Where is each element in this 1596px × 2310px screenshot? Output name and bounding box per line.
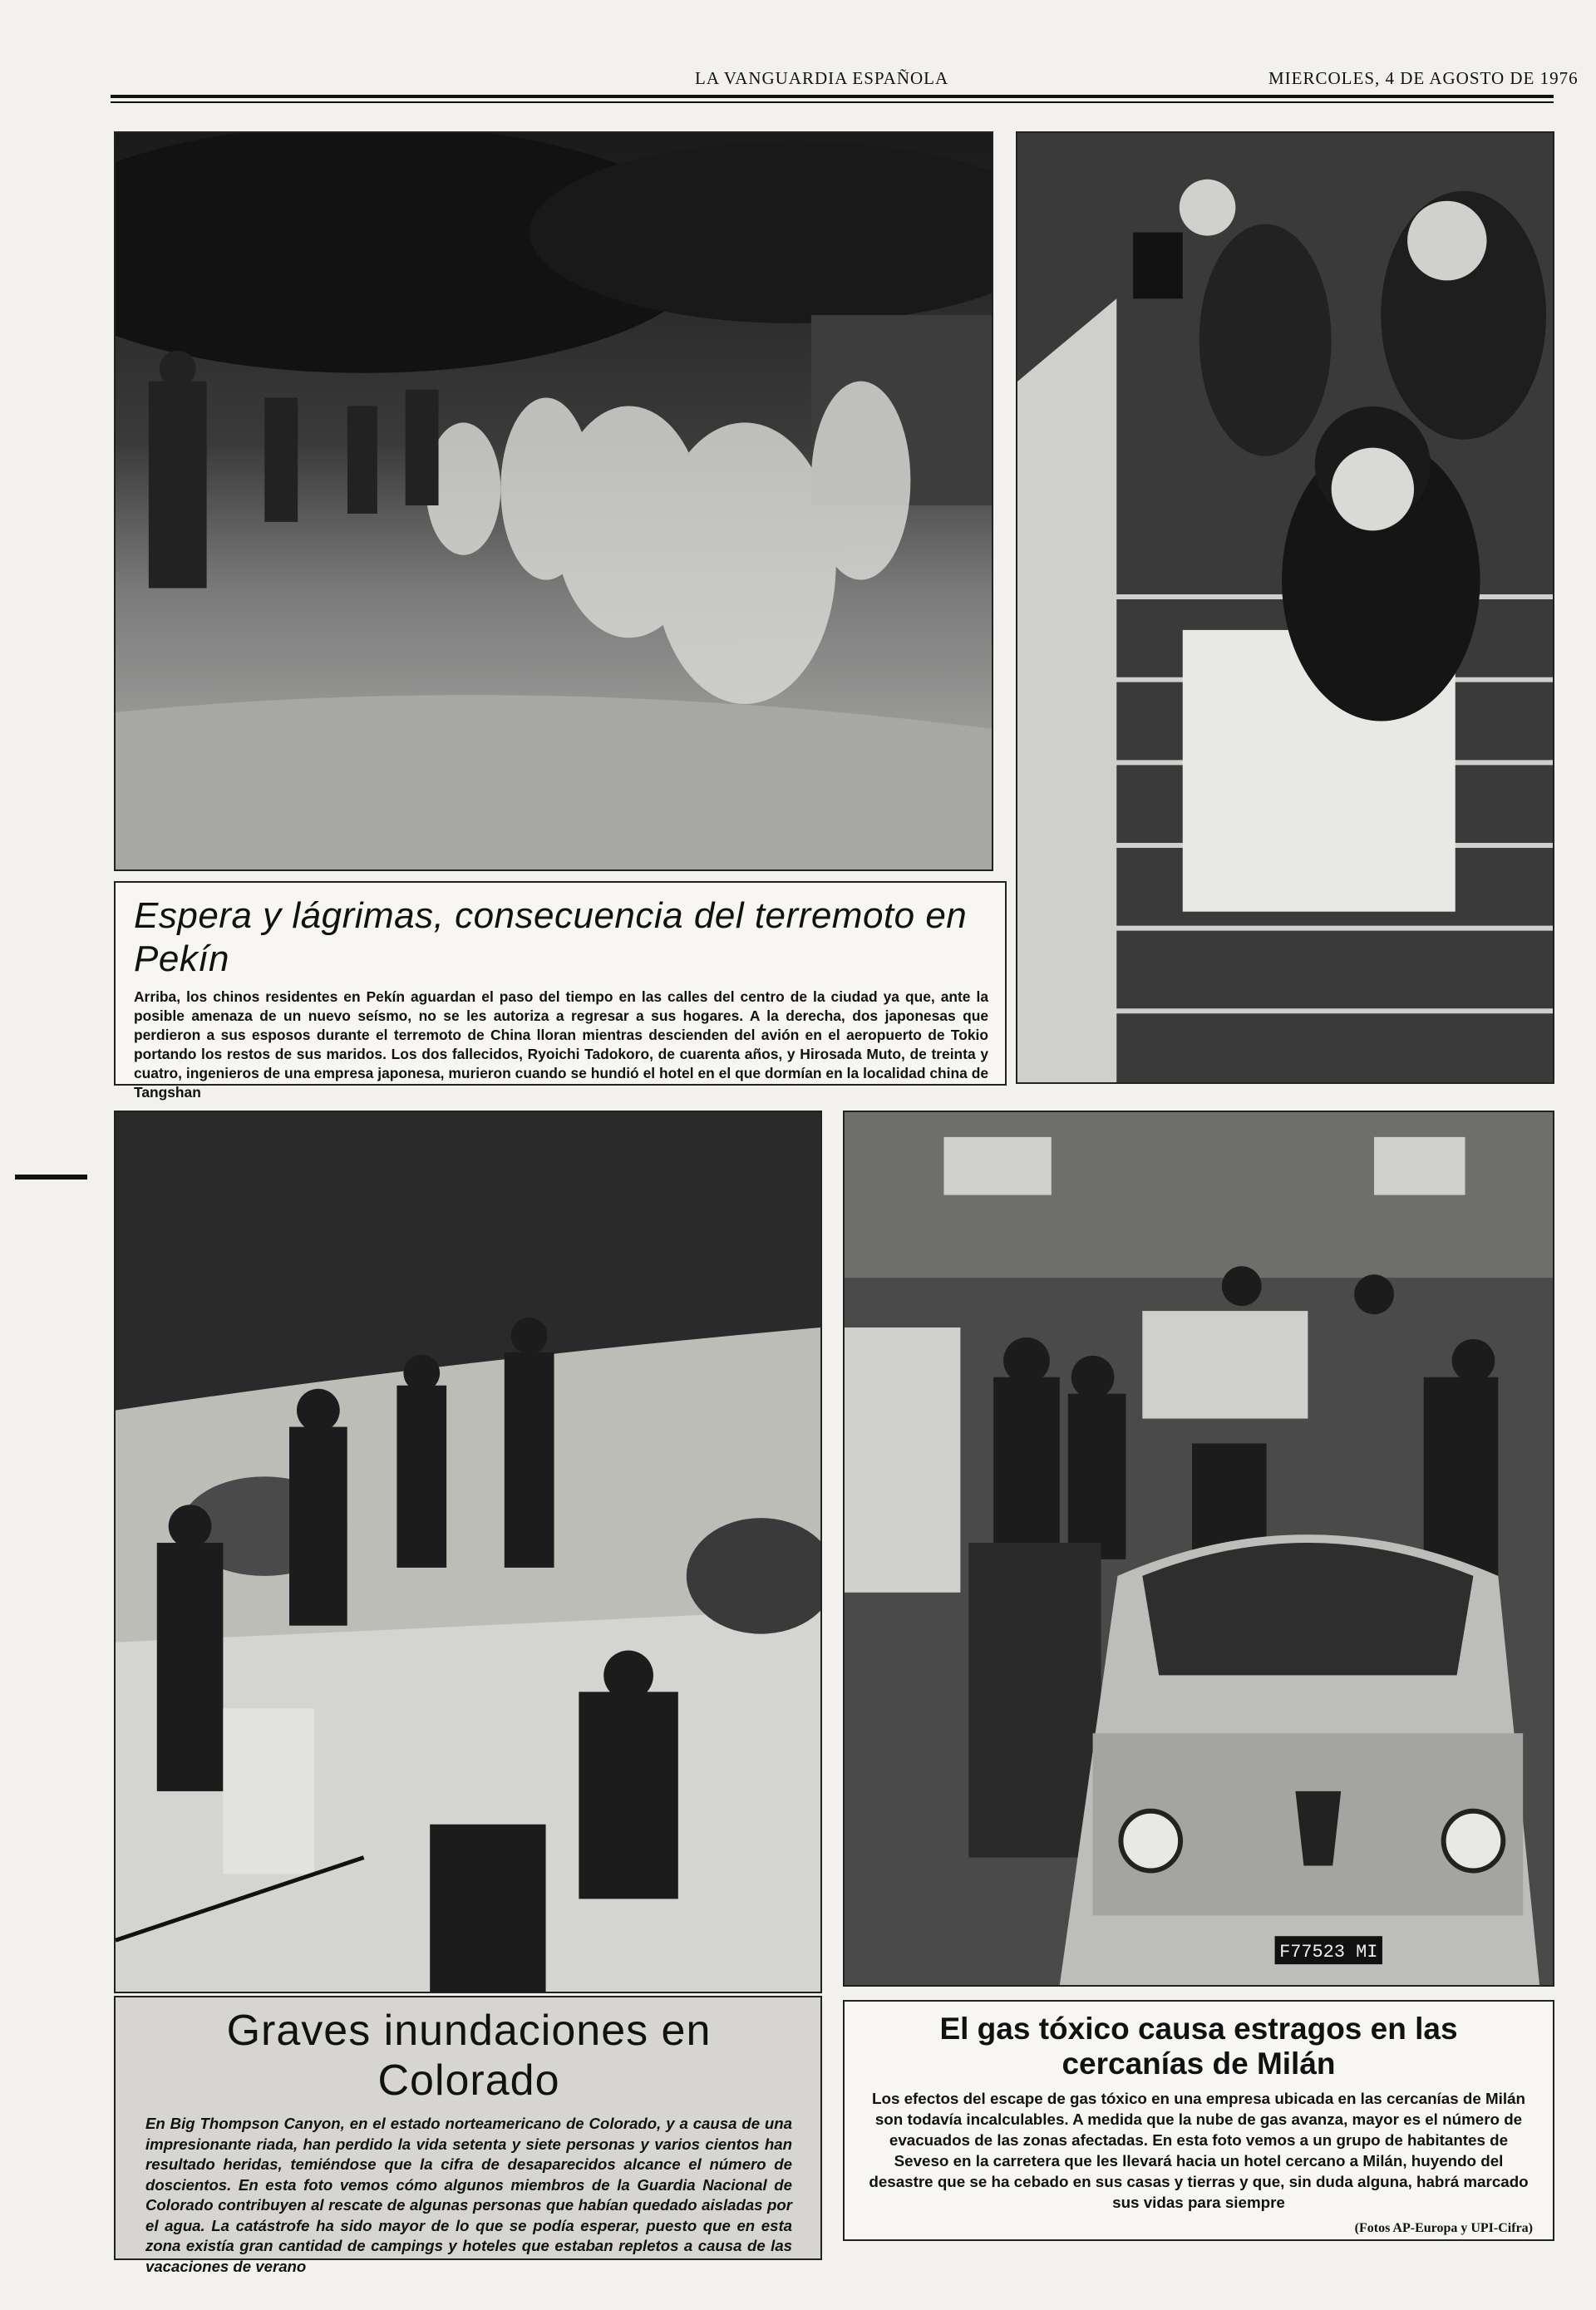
car-license-plate: F77523 MI: [1279, 1942, 1378, 1963]
issue-date: MIERCOLES, 4 DE AGOSTO DE 1976: [1268, 68, 1579, 88]
newspaper-name: LA VANGUARDIA ESPAÑOLA: [695, 68, 949, 88]
caption-colorado-floods: [114, 1996, 822, 2275]
photo-colorado-flood-rescue: [114, 1111, 822, 1993]
photo-seveso-evacuees: [843, 1111, 1554, 1987]
caption-text-beijing: Arriba, los chinos residentes en Pekín aguardan el paso del tiempo en las calles del centro de la ciudad ya que, ante la posible amenaza de un nuevo seísmo, no se les autoriza a regresar a sus hogares. A la derecha, dos japonesas que perdieron a sus esposos durante el terremoto de China lloran mientras descienden del avión en el aeropuerto de Tokio portando los restos de sus maridos. Los dos fallecidos, Ryoichi Tadokoro, de cuarenta años, y Hirosada Muto, de treinta y cuatro, ingenieros de una empresa japonesa, murieron cuando se hundió el hotel en el que dormían en la localidad china de Tangshan: [134, 988, 988, 1101]
headline-beijing: Espera y lágrimas, consecuencia del terremoto en Pekín: [134, 895, 968, 979]
header-rule-thin: [111, 101, 1554, 103]
photo-tokyo-airport-stairs: [1016, 131, 1554, 1084]
header-rule: [111, 95, 1554, 98]
headline-milan: El gas tóxico causa estragos en las cercanías de Milán: [939, 2012, 1458, 2081]
photo-credit: (Fotos AP-Europa y UPI-Cifra): [1354, 2221, 1533, 2235]
margin-mark: [15, 1175, 87, 1180]
headline-colorado: Graves inundaciones en Colorado: [226, 2007, 712, 2105]
caption-text-milan: Los efectos del escape de gas tóxico en una empresa ubicada en las cercanías de Milán son todavía incalculables. A medida que la nube de gas avanza, mayor es el número de evacuados de las zonas afectadas. En esta foto vemos a un grupo de habitantes de Seveso en la carretera que les llevará hacia un hotel cercano a Milán, huyendo del desastre que se ha cebado en sus casas y tierras y que, sin duda alguna, habrá marcado sus vidas para siempre: [869, 2090, 1529, 2211]
caption-beijing-earthquake: [114, 881, 1007, 1101]
caption-milan-toxic-gas: [843, 2000, 1554, 2241]
photo-beijing-crowd: [114, 131, 993, 871]
caption-text-colorado: En Big Thompson Canyon, en el estado norteamericano de Colorado, y a causa de una impresionante riada, han perdido la vida setenta y siete personas y varios cientos han resultado heridas, temiéndose que la cifra de desaparecidos alcance el número de doscientos. En esta foto vemos cómo algunos miembros de la Guardia Nacional de Colorado contribuyen al rescate de algunas personas que habían quedado aisladas por el agua. La catástrofe ha sido mayor de lo que se podía esperar, puesto que en esta zona existía gran cantidad de campings y hoteles que estaban repletos a causa de las vacaciones de verano: [145, 2115, 792, 2275]
